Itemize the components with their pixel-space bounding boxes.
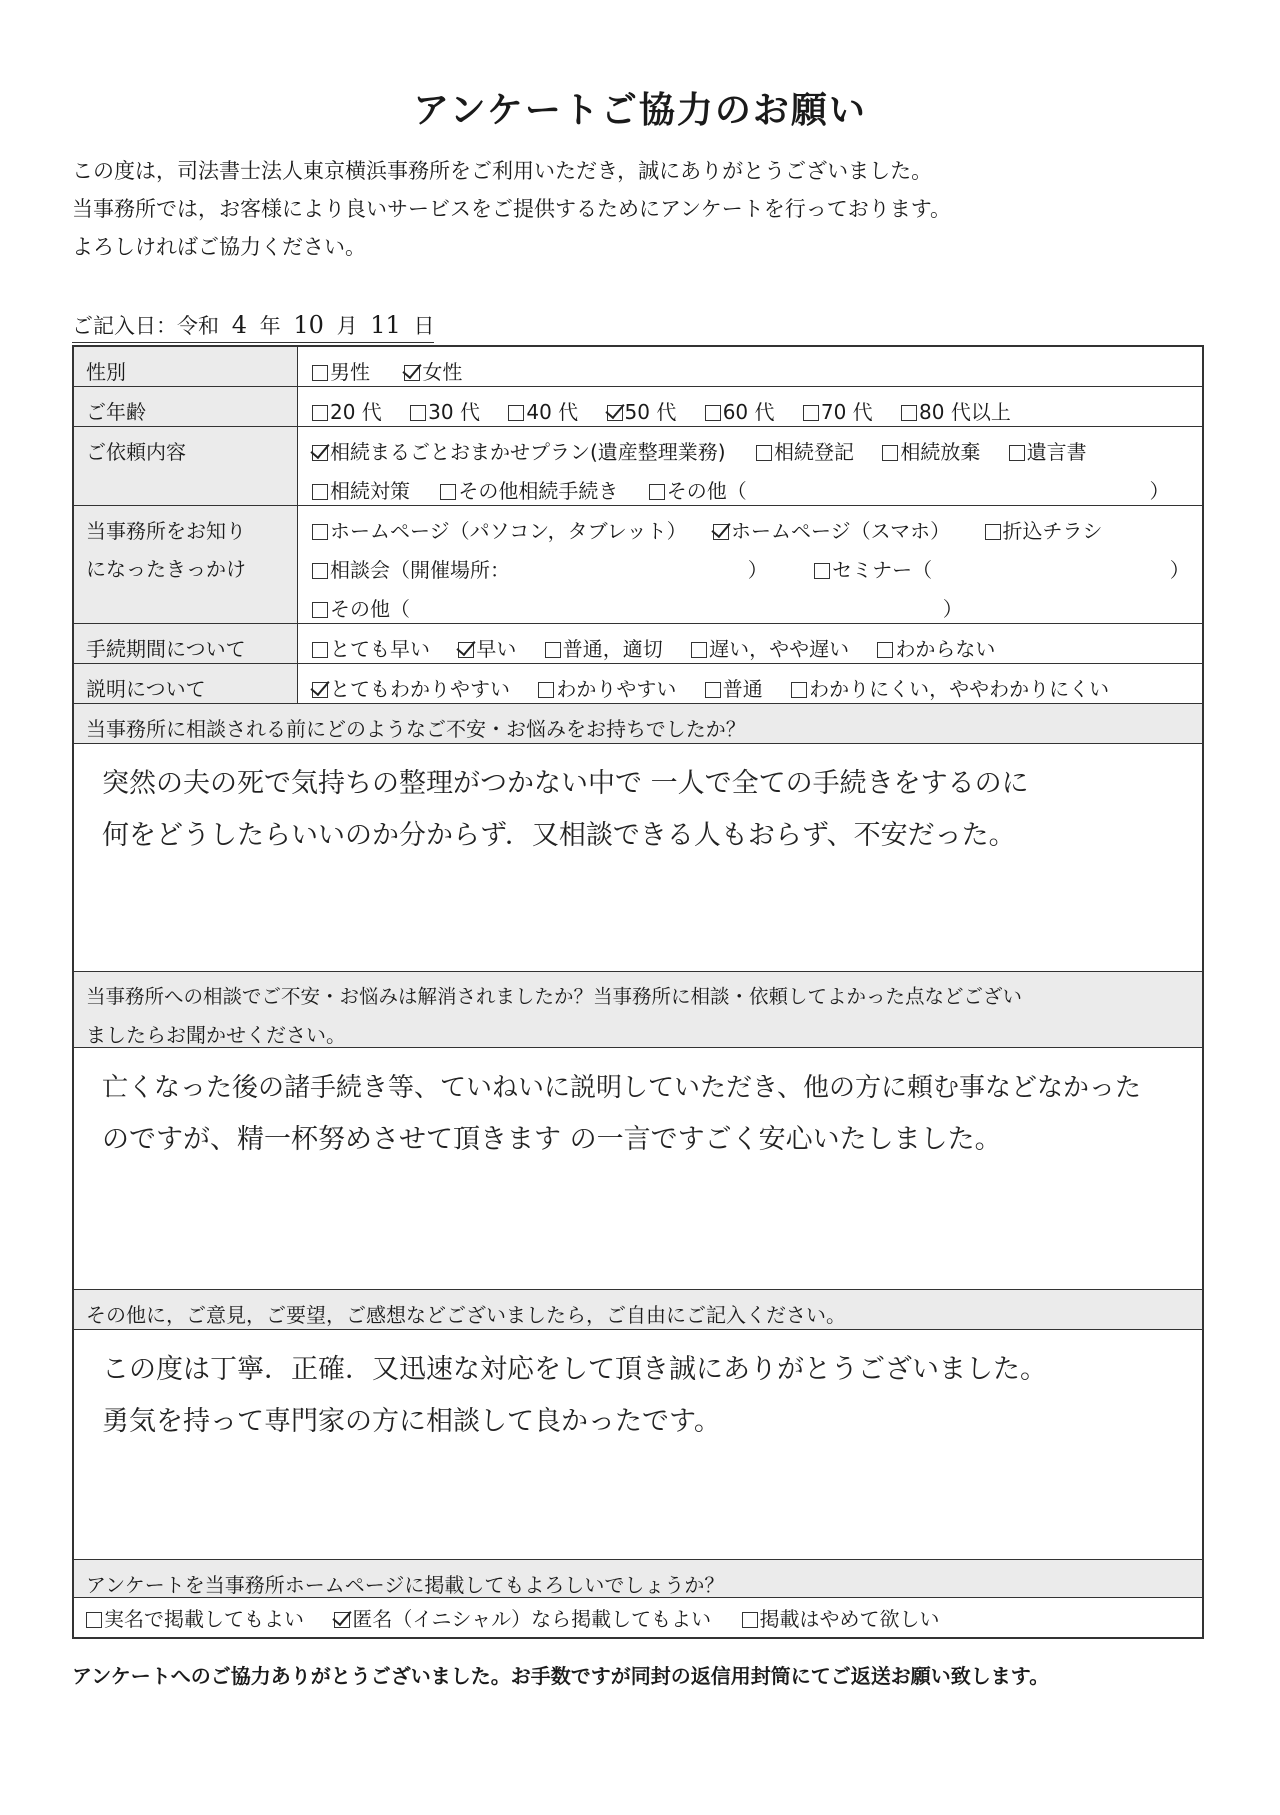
checkbox[interactable] [756,445,772,461]
checkbox[interactable] [312,682,328,698]
publish-section [74,1560,1202,1637]
request-option[interactable]: 相続まるごとおまかせプラン(遺産整理業務) [312,433,726,471]
q3-section [74,1290,1202,1560]
gender-option[interactable]: 男性 [312,353,370,391]
source-options [298,506,1202,623]
explanation-option[interactable]: とてもわかりやすい [312,670,510,708]
period-options [298,624,1202,663]
checkbox[interactable] [458,642,474,658]
date-month-unit: 月 [336,314,358,338]
request-option[interactable]: 相続放棄 [882,433,980,471]
checkbox[interactable] [312,602,328,618]
explanation-options [298,664,1202,703]
age-options [298,387,1202,426]
source-label: 当事務所をお知り になったきっかけ [74,506,298,623]
intro-line: よろしければご協力ください。 [72,235,366,259]
source-option[interactable]: 折込チラシ [985,512,1103,550]
explanation-label: 説明について [74,664,298,703]
checkbox[interactable] [742,1612,758,1628]
q2-answer[interactable] [74,1048,1202,1166]
request-row [74,427,1202,506]
source-option-other[interactable]: その他（ [312,590,410,628]
q3-answer[interactable] [74,1330,1202,1448]
intro-line: この度は，司法書士法人東京横浜事務所をご利用いただき，誠にありがとうございました。 [72,159,933,183]
publish-option[interactable]: 実名で掲載してもよい [86,1600,304,1638]
source-option[interactable]: ホームページ（スマホ） [713,512,950,550]
date-month: 10 [293,311,324,339]
period-option[interactable]: 早い [458,630,516,668]
date-field [72,310,434,343]
period-row [74,624,1202,664]
explanation-row [74,664,1202,704]
explanation-option[interactable]: わかりやすい [538,670,676,708]
publish-question: アンケートを当事務所ホームページに掲載してもよろしいでしょうか？ [74,1560,1202,1598]
intro-line: 当事務所では，お客様により良いサービスをご提供するためにアンケートを行っております。 [72,197,952,221]
survey-form [72,345,1204,1639]
seminar-close: ） [1169,558,1190,582]
checkbox[interactable] [410,405,426,421]
date-year: 4 [231,311,247,339]
consult-close: ） [747,558,768,582]
checkbox[interactable] [312,524,328,540]
period-option[interactable]: わからない [877,630,995,668]
age-option[interactable]: 60 代 [705,393,775,431]
checkbox[interactable] [713,524,729,540]
checkbox[interactable] [334,1612,350,1628]
intro-text [72,152,951,266]
q2-question: 当事務所への相談でご不安・お悩みは解消されましたか？当事務所に相談・依頼してよかった点などござい ましたらお聞かせください。 [74,972,1202,1048]
age-row [74,387,1202,427]
gender-options [298,347,1202,386]
answer-line: この度は丁寧．正確．又迅速な対応をして頂き誠にありがとうございました。 [102,1354,1047,1385]
checkbox[interactable] [705,405,721,421]
checkbox[interactable] [791,682,807,698]
period-option[interactable]: とても早い [312,630,430,668]
checkbox[interactable] [86,1612,102,1628]
answer-line: 突然の夫の死で気持ちの整理がつかない中で 一人で全ての手続きをするのに [102,768,1029,799]
date-year-unit: 年 [259,314,281,338]
checkbox[interactable] [312,445,328,461]
q1-section [74,704,1202,972]
publish-options [74,1598,1202,1639]
q2-section [74,972,1202,1290]
request-option[interactable]: その他相続手続き [440,472,618,510]
date-day-unit: 日 [413,314,435,338]
checkbox[interactable] [705,682,721,698]
age-label: ご年齢 [74,387,298,426]
source-other-close: ） [942,597,963,621]
age-option[interactable]: 80 代以上 [901,393,1011,431]
request-option[interactable]: 相続対策 [312,472,410,510]
checkbox[interactable] [440,484,456,500]
date-label: ご記入日：令和 [72,314,219,338]
checkbox[interactable] [877,642,893,658]
footer-message: アンケートへのご協力ありがとうございました。お手数ですが同封の返信用封筒にてご返送お願い致します。 [72,1664,1050,1688]
checkbox[interactable] [545,642,561,658]
answer-line: 勇気を持って専門家の方に相談して良かったです。 [102,1406,721,1437]
request-options [298,427,1202,505]
age-option[interactable]: 50 代 [607,393,677,431]
q3-question: その他に，ご意見，ご要望，ご感想などございましたら，ご自由にご記入ください。 [74,1290,1202,1330]
gender-row [74,347,1202,387]
checkbox[interactable] [1009,445,1025,461]
explanation-option[interactable]: 普通 [705,670,763,708]
checkbox[interactable] [312,405,328,421]
answer-line: 何をどうしたらいいのか分からず．又相談できる人もおらず、不安だった。 [102,820,1016,851]
gender-label: 性別 [74,347,298,386]
q1-answer[interactable] [74,744,1202,862]
source-row [74,506,1202,624]
request-other-close: ） [1149,479,1170,503]
source-option[interactable]: ホームページ（パソコン，タブレット） [312,512,687,550]
publish-option[interactable]: 匿名（イニシャル）なら掲載してもよい [334,1600,711,1638]
checkbox[interactable] [312,365,328,381]
checkbox[interactable] [312,563,328,579]
page-title: アンケートご協力のお願い [413,90,867,131]
source-option-seminar[interactable]: セミナー（ [814,551,932,589]
explanation-option[interactable]: わかりにくい，ややわかりにくい [791,670,1109,708]
checkbox[interactable] [538,682,554,698]
period-option[interactable]: 遅い，やや遅い [691,630,849,668]
checkbox[interactable] [985,524,1001,540]
q1-question: 当事務所に相談される前にどのようなご不安・お悩みをお持ちでしたか？ [74,704,1202,744]
age-option[interactable]: 30 代 [410,393,480,431]
request-option-other[interactable]: その他（ [649,472,747,510]
date-day: 11 [370,311,401,339]
checkbox[interactable] [814,563,830,579]
checkbox[interactable] [649,484,665,500]
checkbox[interactable] [607,405,623,421]
checkbox[interactable] [691,642,707,658]
source-option-consult[interactable]: 相談会（開催場所： [312,551,510,589]
checkbox[interactable] [508,405,524,421]
gender-option[interactable]: 女性 [404,353,462,391]
checkbox[interactable] [312,484,328,500]
request-label: ご依頼内容 [74,427,298,505]
request-option[interactable]: 相続登記 [756,433,854,471]
checkbox[interactable] [404,365,420,381]
answer-line: のですが、精一杯努めさせて頂きます の一言ですごく安心いたしました。 [102,1124,1002,1155]
checkbox[interactable] [312,642,328,658]
age-option[interactable]: 40 代 [508,393,578,431]
age-option[interactable]: 70 代 [803,393,873,431]
publish-option[interactable]: 掲載はやめて欲しい [742,1600,940,1638]
checkbox[interactable] [803,405,819,421]
age-option[interactable]: 20 代 [312,393,382,431]
checkbox[interactable] [882,445,898,461]
period-label: 手続期間について [74,624,298,663]
checkbox[interactable] [901,405,917,421]
answer-line: 亡くなった後の諸手続き等、ていねいに説明していただき、他の方に頼む事などなかった [102,1073,1141,1103]
period-option[interactable]: 普通，適切 [545,630,663,668]
request-option[interactable]: 遺言書 [1009,433,1087,471]
